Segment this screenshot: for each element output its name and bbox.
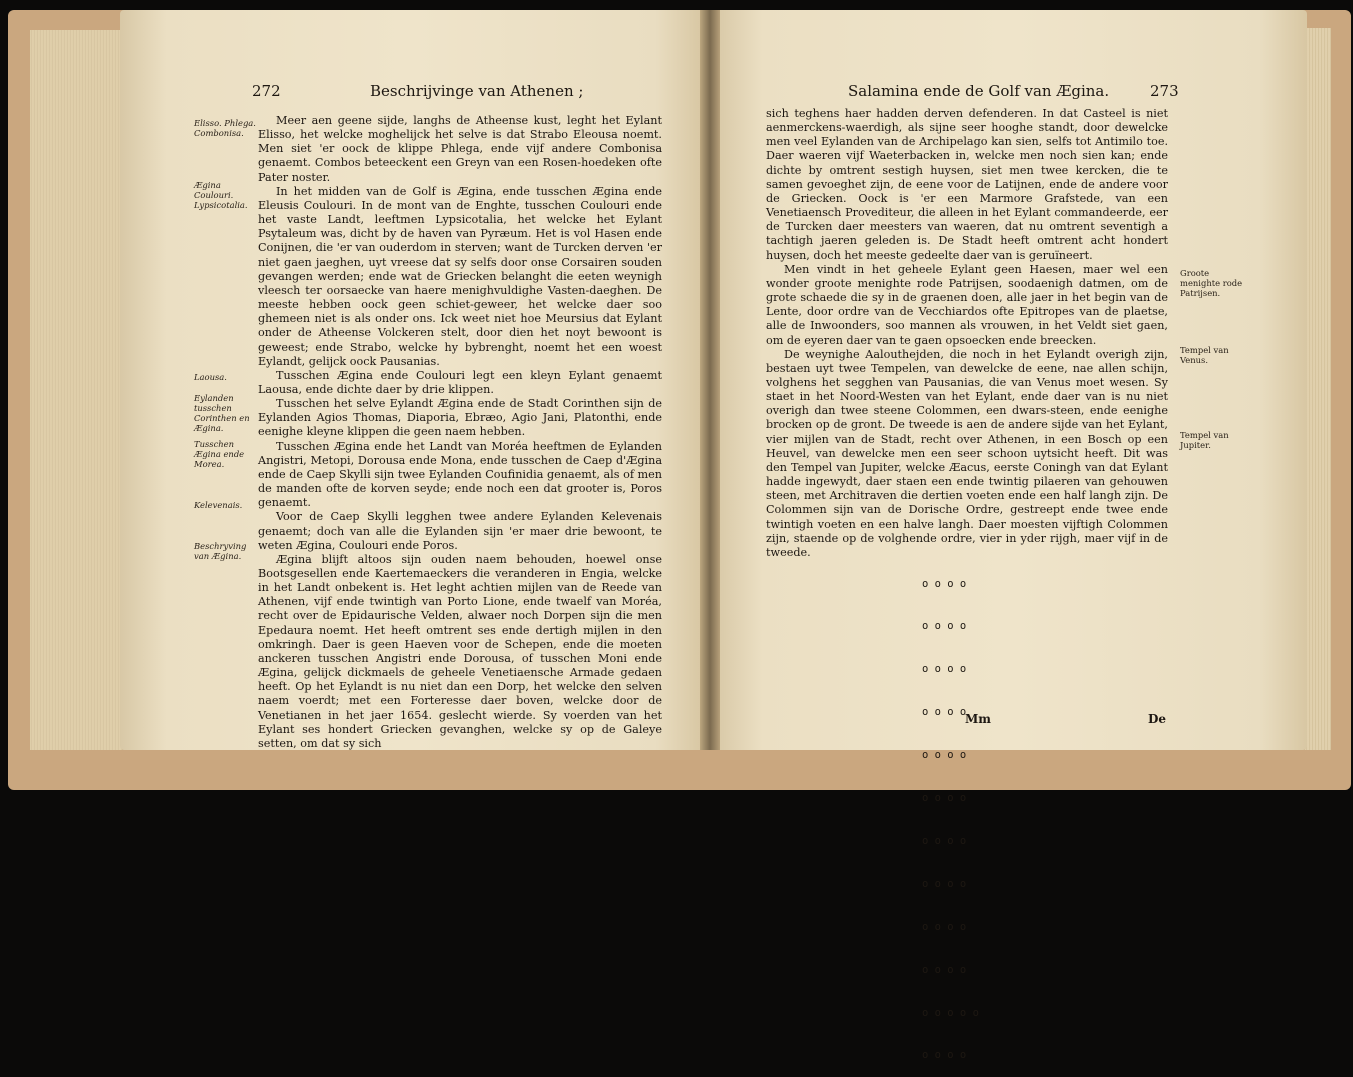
paragraph: Tusschen Ægina ende het Landt van Moréa heeftmen de Eylanden Angistri, Metopi, Dorousa ende Mona, ende tusschen de Caep d'Ægina ende de Caep Skylli sijn twee Eylanden Coufinidia genaemt, als of men de manden ofte de korven seyde; ende noch een dat grooter is, Poros genaemt. (258, 439, 662, 510)
paragraph: Meer aen geene sijde, langhs de Atheense kust, leght het Eylant Elisso, het welcke moghelijck het selve is dat Strabo Eleousa noemt. Men siet 'er oock de klippe Phlega, ende vijf andere Combonisa genaemt. Combos beteeckent een Greyn van een Rosen-hoedeken ofte Pater noster. (258, 114, 662, 184)
paragraph: sich teghens haer hadden derven defenderen. In dat Casteel is niet aenmerckens-waerdigh, als sijne seer hooghe standt, door dewelcke men veel Eylanden van de Archipelago kan sien, selfs tot Antimilo toe. Daer waeren vijf Waeterbacken in, welcke men noch sien kan; ende dichte by omtrent sestigh huysen, siet men twee kercken, die te samen gevoeghet zijn, de eene voor de Latijnen, ende de andere voor de Griecken. Oock is 'er een Marmore Grafstede, van een Venetiaensch Provediteur, die alleen in het Eylant commandeerde, eer de Turcken daer meesters van waeren, dat nu omtrent seventigh a tachtigh jaeren geleden is. De Stadt heeft omtrent acht hondert huysen, doch het meeste gedeelte daer van is geruïneert. (766, 107, 1168, 262)
margin-note: Eylanden tusschen Corinthen en Ægina. (194, 393, 250, 433)
margin-note: Elisso. Phlega. Combonisa. (194, 118, 256, 138)
left-page-body (258, 114, 662, 751)
diagram-row: o o o o (922, 620, 967, 633)
diagram-row: o o o o (922, 577, 967, 590)
margin-note: Groote menighte rode Patrijsen. (1180, 268, 1243, 298)
margin-note: Tusschen Ægina ende Morea. (194, 439, 245, 469)
paragraph: Tusschen het selve Eylandt Ægina ende de Stadt Corinthen sijn de Eylanden Agios Thomas, Diaporia, Ebræo, Agio Jani, Platonthi, ende eenighe kleyne klippen die geen naem hebben. (258, 397, 662, 439)
diagram-row: o o o o (922, 749, 967, 762)
paragraph: Ægina blijft altoos sijn ouden naem behouden, hoewel onse Bootsgesellen ende Kaertemaeckers die veranderen in Engia, welcke in het Landt onbekent is. Het leght achtien mijlen van de Reede van Athenen, vijf ende twintigh van Porto Lione, ende twaelf van Moréa, recht over de Epidaurische Velden, alwaer noch Dorpen sijn die men Epedaura noemt. Het heeft omtrent ses ende dertigh mijlen in den omkringh. Daer is geen Haeven voor de Schepen, ende die moeten anckeren tusschen Angistri ende Dorousa, of tusschen Moni ende Ægina, gelijck dickmaels de geheele Venetiaensche Armade gedaen heeft. Op het Eylandt is nu niet dan een Dorp, het welcke den selven naem voerdt; met een Forteresse daer boven, welcke door de Venetianen in het jaer 1654. geslecht wierde. Sy voerden van het Eylant ses hondert Griecken gevanghen, welcke sy op de Galeye setten, om dat sy sich (258, 552, 662, 750)
paragraph: Men vindt in het geheele Eylant geen Haesen, maer wel een wonder groote menighte rode Patrijsen, soodaenigh datmen, om de grote schaede die sy in de graenen doen, alle jaer in het begin van de Lente, door ordre van de Vecchiardos ofte Epitropes van de plaetse, alle de Inwoonders, soo mannen als vrouwen, in het Veldt siet gaen, om de eyeren daer van te gaen opsoecken ende breecken. (766, 262, 1168, 347)
right-page-body (766, 107, 1168, 560)
diagram-row: o o o o (922, 834, 967, 847)
margin-note: Tempel van Jupiter. (1180, 430, 1229, 450)
paragraph: Tusschen Ægina ende Coulouri legt een kleyn Eylant genaemt Laousa, ende dichte daer by drie klippen. (258, 368, 662, 396)
margin-note: Beschryving van Ægina. (194, 541, 247, 561)
margin-note: Tempel van Venus. (1180, 345, 1229, 365)
paragraph: De weynighe Aalouthejden, die noch in het Eylandt overigh zijn, bestaen uyt twee Tempelen, van dewelcke de eene, nae allen schijn, volghens het segghen van Pausanias, die van Venus moet wesen. Sy staet in het Noord-Westen van het Eylant, ende daer van is nu niet overigh dan twee steene Colommen, een dwars-steen, ende eenighe brocken op de gront. De tweede is aen de andere sijde van het Eylant, vier mijlen van de Stadt, recht over Athenen, in een Bosch op een Heuvel, van dewelcke men een seer schoon uytsicht heeft. Dit was den Tempel van Jupiter, welcke Æacus, eerste Coningh van dat Eylant hadde ingewydt, daer staen een ende twintig pilaeren van gehouwen steen, met Architraven die dertien voeten ende een half langh zijn. De Colommen sijn van de Dorische Ordre, gestreept ende twee ende twintigh voeten en een halve langh. Daer moesten vijftigh Colommen zijn, staende op de volghende ordre, vier in yder rijgh, maer vijf in de tweede. (766, 347, 1168, 559)
book-gutter (700, 10, 720, 750)
left-running-head: Beschrijvinge van Athenen ; (370, 82, 584, 100)
left-page-edges (30, 30, 122, 750)
left-page-number: 272 (252, 82, 281, 100)
right-running-head: Salamina ende de Golf van Ægina. (848, 82, 1110, 100)
diagram-row: o o o o (922, 877, 967, 890)
diagram-row: o o o o (922, 1049, 967, 1062)
margin-note: Ægina Coulouri. Lypsicotalia. (194, 180, 248, 210)
diagram-row: o o o o (922, 963, 967, 976)
margin-note: Kelevenais. (194, 500, 243, 510)
diagram-row: o o o o (922, 706, 967, 719)
diagram-row: o o o o o (922, 1006, 979, 1019)
right-page-edges (1305, 28, 1331, 750)
margin-note: Laousa. (194, 372, 227, 382)
right-page-number: 273 (1150, 82, 1179, 100)
paragraph: In het midden van de Golf is Ægina, ende tusschen Ægina ende Eleusis Coulouri. In de mont van de Enghte, tusschen Coulouri ende het vaste Landt, leeftmen Lypsicotalia, het welcke het Eylant Psytaleum was, dicht by de haven van Pyræum. Het is vol Hasen ende Conijnen, die 'er van ouderdom in sterven; want de Turcken derven 'er niet gaen jaeghen, uyt vreese dat sy selfs door onse Corsairen souden gevangen werden; ende wat de Griecken belanght die eeten weynigh vleesch ter oorsaecke van haere menighvuldighe Vasten-daeghen. De meeste hebben oock geen schiet-geweer, het welcke daer soo ghemeen niet is als onder ons. Ick weet niet hoe Meursius dat Eylant onder de Atheense Volckeren stelt, door dien het noyt bewoont is geweest; ende Strabo, welcke hy bybrenght, noemt het een woest Eylandt, gelijck oock Pausanias. (258, 184, 662, 368)
diagram-row: o o o o (922, 792, 967, 805)
signature-mark: Mm (965, 712, 991, 726)
catchword: De (1148, 712, 1167, 726)
diagram-row: o o o o (922, 920, 967, 933)
paragraph: Voor de Caep Skylli legghen twee andere Eylanden Kelevenais genaemt; doch van alle die Eylanden sijn 'er maer drie bewoont, te weten Ægina, Coulouri ende Poros. (258, 510, 662, 552)
column-diagram (922, 548, 979, 1077)
diagram-row: o o o o (922, 663, 967, 676)
